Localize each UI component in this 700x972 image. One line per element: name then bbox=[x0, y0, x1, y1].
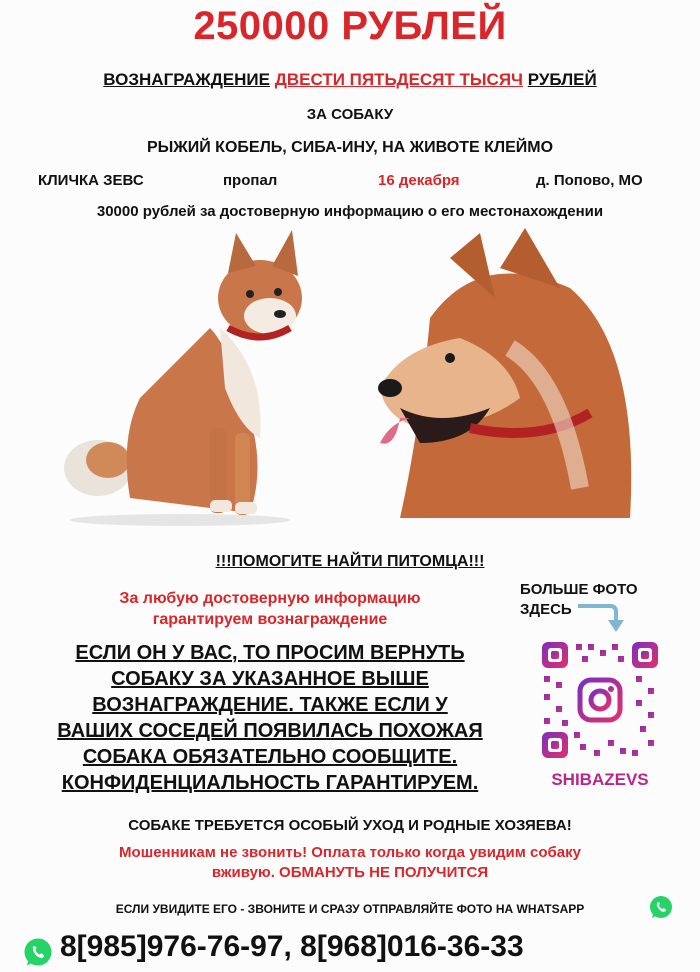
instagram-qr-code[interactable] bbox=[540, 640, 660, 760]
reward-suffix: РУБЛЕЙ bbox=[527, 70, 597, 89]
info-row bbox=[38, 172, 668, 194]
arrow-down-icon bbox=[576, 600, 626, 634]
instagram-icon bbox=[580, 680, 620, 720]
lost-label: пропал bbox=[223, 172, 278, 189]
guarantee-line-1: За любую достоверную информацию bbox=[119, 590, 421, 607]
info-reward-text: 30000 рублей за достоверную информацию о его местонахождении bbox=[96, 203, 604, 220]
whatsapp-note: ЕСЛИ УВИДИТЕ ЕГО - ЗВОНИТЕ И СРАЗУ ОТПРАВЛЯЙТЕ ФОТО НА WHATSAPP bbox=[115, 902, 585, 916]
appeal-text bbox=[20, 640, 520, 796]
appeal-line-6: КОНФИДЕНЦИАЛЬНОСТЬ ГАРАНТИРУЕМ. bbox=[61, 772, 479, 794]
reward-prefix: ВОЗНАГРАЖДЕНИЕ bbox=[103, 70, 270, 89]
dog-description: РЫЖИЙ КОБЕЛЬ, СИБА-ИНУ, НА ЖИВОТЕ КЛЕЙМО bbox=[146, 139, 554, 156]
appeal-line-1: ЕСЛИ ОН У ВАС, ТО ПРОСИМ ВЕРНУТЬ bbox=[75, 642, 465, 664]
whatsapp-icon bbox=[648, 894, 674, 920]
scam-warning bbox=[50, 843, 650, 883]
appeal-line-2: СОБАКУ ЗА УКАЗАННОЕ ВЫШЕ bbox=[111, 668, 429, 690]
lost-date: 16 декабря bbox=[378, 172, 460, 189]
for-dog-text: ЗА СОБАКУ bbox=[306, 106, 394, 123]
appeal-line-3: ВОЗНАГРАЖДЕНИЕ. ТАКЖЕ ЕСЛИ У bbox=[92, 694, 448, 716]
phone-numbers[interactable]: 8[985]976-76-97, 8[968]016-36-33 bbox=[60, 930, 524, 963]
guarantee-text bbox=[40, 588, 500, 630]
scam-line-2: вживую. ОБМАНУТЬ НЕ ПОЛУЧИТСЯ bbox=[211, 864, 489, 881]
care-text: СОБАКЕ ТРЕБУЕТСЯ ОСОБЫЙ УХОД И РОДНЫЕ ХОЗЯЕВА! bbox=[128, 817, 572, 834]
dog-photo-sitting bbox=[60, 228, 310, 528]
instagram-handle: SHIBAZEVS bbox=[551, 770, 649, 789]
appeal-line-5: СОБАКА ОБЯЗАТЕЛЬНО СООБЩИТЕ. bbox=[82, 746, 458, 768]
lost-place: д. Попово, МО bbox=[536, 172, 643, 189]
reward-amount-words: ДВЕСТИ ПЯТЬДЕСЯТ ТЫСЯЧ bbox=[274, 70, 523, 89]
poster-title: 250000 РУБЛЕЙ bbox=[193, 4, 507, 48]
more-photo-line-2: ЗДЕСЬ bbox=[520, 600, 680, 634]
more-photo-line-1: БОЛЬШЕ ФОТО bbox=[520, 581, 638, 598]
reward-line bbox=[0, 70, 700, 90]
more-photo-text bbox=[520, 580, 680, 634]
guarantee-line-2: гарантируем вознаграждение bbox=[152, 611, 388, 628]
appeal-line-4: ВАШИХ СОСЕДЕЙ ПОЯВИЛАСЬ ПОХОЖАЯ bbox=[57, 720, 483, 742]
dog-photo-head bbox=[360, 228, 650, 528]
nickname: КЛИЧКА ЗЕВС bbox=[38, 172, 144, 189]
scam-line-1: Мошенникам не звонить! Оплата только когда увидим собаку bbox=[119, 844, 581, 861]
help-title: !!!ПОМОГИТЕ НАЙТИ ПИТОМЦА!!! bbox=[215, 553, 485, 570]
whatsapp-icon bbox=[22, 936, 54, 968]
